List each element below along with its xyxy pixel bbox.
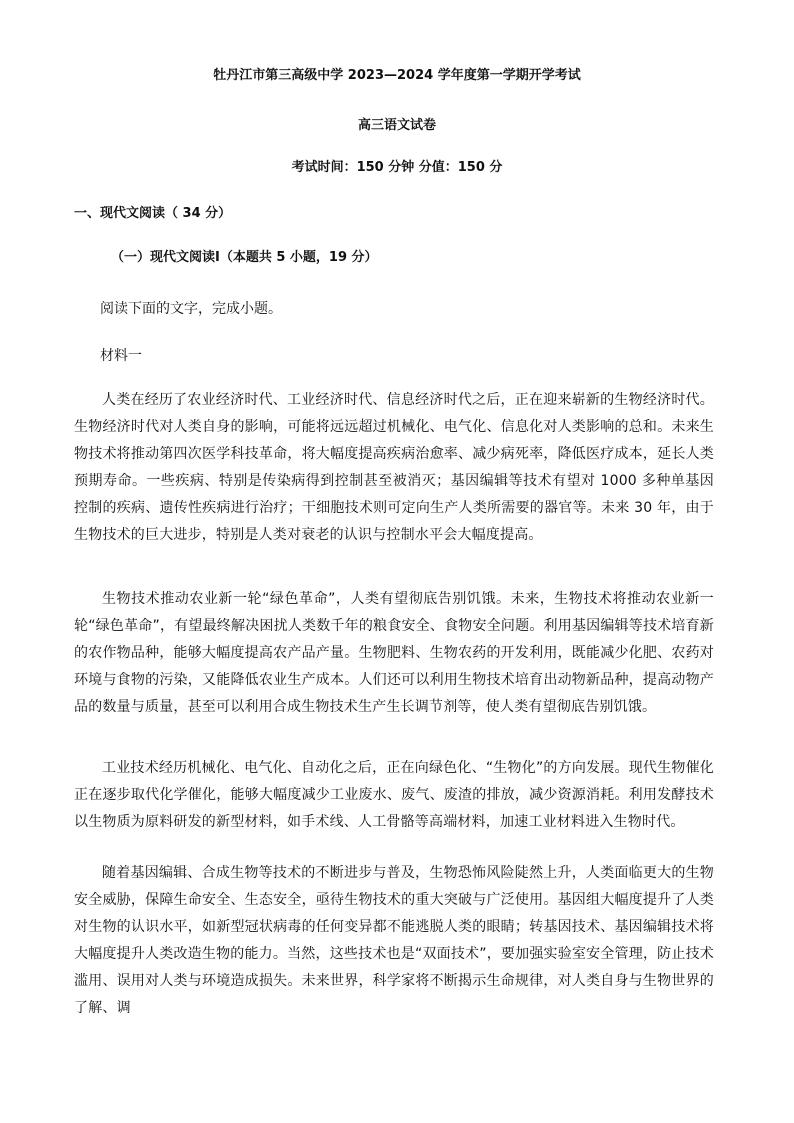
paragraph-4: 随着基因编辑、合成生物等技术的不断进步与普及，生物恐怖风险陡然上升，人类面临更大的生物安全威胁，保障生命安全、生态安全，亟待生物技术的重大突破与广泛使用。基因组大幅度提升了人类对生物的认识水平，如新型冠状病毒的任何变异都不能逃脱人类的眼睛；转基因技术、基因编辑技术将大幅度提升人类改造生物的能力。当然，这些技术也是“双面技术”，要加强实验室安全管理，防止技术滥用、误用对人类与环境造成损失。未来世界，科学家将不断揭示生命规律，对人类自身与生物世界的了解、调	[74, 865, 714, 1016]
paragraph-1: 人类在经历了农业经济时代、工业经济时代、信息经济时代之后，正在迎来崭新的生物经济时代。生物经济时代对人类自身的影响，可能将远远超过机械化、电气化、信息化对人类影响的总和。未来生物技术将推动第四次医学科技革命，将大幅度提高疾病治愈率、减少病死率，降低医疗成本，延长人类预期寿命。一些疾病、特别是传染病得到控制甚至被消灭；基因编辑等技术有望对 1000 多种单基因控制的疾病、遗传性疾病进行治疗；干细胞技术则可定向生产人类所需要的器官等。未来 30 年，由于生物技术的巨大进步，特别是人类对衰老的认识与控制水平会大幅度提高。	[74, 392, 714, 543]
exam-info: 考试时间：150 分钟 分值：150 分	[291, 160, 503, 175]
exam-title: 牡丹江市第三高级中学 2023—2024 学年度第一学期开学考试	[213, 68, 581, 83]
reading-instruction: 阅读下面的文字，完成小题。	[100, 301, 282, 317]
exam-subtitle: 高三语文试卷	[357, 118, 436, 133]
subsection-heading: （一）现代文阅读Ⅰ（本题共 5 小题，19 分）	[111, 250, 378, 265]
section-heading: 一、现代文阅读（ 34 分）	[74, 206, 232, 221]
material-label: 材料一	[100, 348, 142, 364]
paragraph-2: 生物技术推动农业新一轮“绿色革命”，人类有望彻底告别饥饿。未来，生物技术将推动农业新一轮“绿色革命”，有望最终解决困扰人类数千年的粮食安全、食物安全问题。利用基因编辑等技术培育新的农作物品种，能够大幅度提高农产品产量。生物肥料、生物农药的开发利用，既能减少化肥、农药对环境与食物的污染，又能降低农业生产成本。人们还可以利用生物技术培育出动物新品种，提高动物产品的数量与质量，甚至可以利用合成生物技术生产生长调节剂等，使人类有望彻底告别饥饿。	[74, 591, 714, 715]
paragraph-3: 工业技术经历机械化、电气化、自动化之后，正在向绿色化、“生物化”的方向发展。现代生物催化正在逐步取代化学催化，能够大幅度减少工业废水、废气、废渣的排放，减少资源消耗。利用发酵技术以生物质为原料研发的新型材料，如手术线、人工骨骼等高端材料，加速工业材料进入生物时代。	[74, 760, 714, 830]
